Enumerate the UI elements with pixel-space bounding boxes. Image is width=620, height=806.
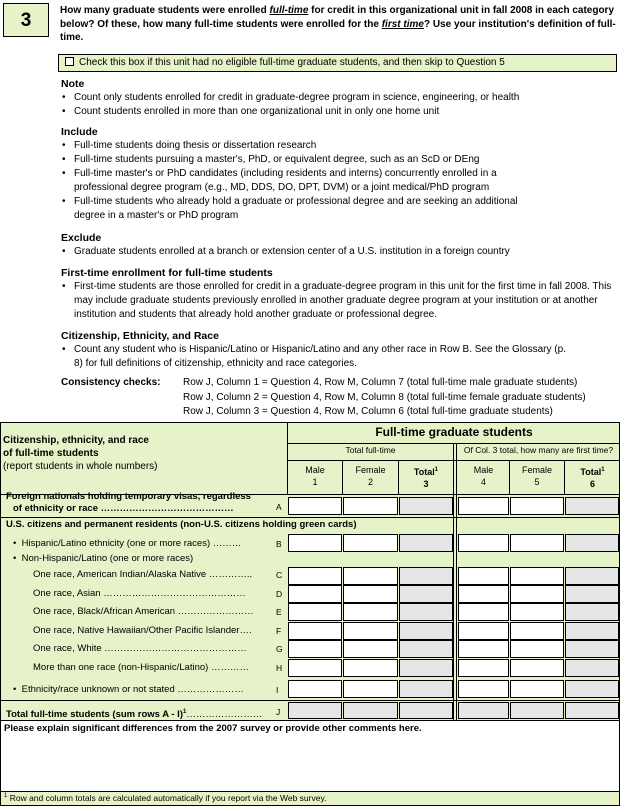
row-j-col-3-input (399, 702, 453, 719)
consistency-line: Row J, Column 1 = Question 4, Row M, Column 7 (total full-time male graduate students) (183, 377, 578, 388)
group-total-fulltime: Total full-time (345, 445, 396, 455)
row-j-col-6-input (565, 702, 619, 719)
row-f-col-3-input (399, 622, 453, 640)
col-header-2: Female 2 (355, 465, 386, 487)
note-item: • Count only students enrolled for credit in graduate-degree program in science, engineering, or health (61, 91, 619, 105)
row-b-label: • Hispanic/Latino ethnicity (one or more races) ……… (13, 538, 242, 549)
row-a-label: Foreign nationals holding temporary visas, regardless of ethnicity or race …………………………………… (6, 491, 251, 514)
row-j-letter: J (276, 707, 281, 717)
row-e-col-6-input (565, 603, 619, 621)
row-g-col-2-input[interactable] (343, 640, 398, 658)
first-time-title: First-time enrollment for full-time students (61, 267, 273, 279)
row-f-col-6-input (565, 622, 619, 640)
row-a-col-5-input[interactable] (510, 497, 564, 515)
us-citizens-label: U.S. citizens and permanent residents (non-U.S. citizens holding green cards) (6, 519, 357, 530)
row-i-letter: I (276, 685, 279, 695)
exclude-item: • Graduate students enrolled at a branch or extension center of a U.S. institution in a foreign country (61, 245, 619, 259)
row-j-col-2-input (343, 702, 398, 719)
row-f-label: One race, Native Hawaiian/Other Pacific Islander…. (33, 625, 252, 636)
row-h-col-4-input[interactable] (458, 659, 509, 677)
row-g-col-6-input (565, 640, 619, 658)
row-a-col-4-input[interactable] (458, 497, 509, 515)
row-d-col-4-input[interactable] (458, 585, 509, 603)
row-b-col-5-input[interactable] (510, 534, 564, 552)
header-left-line2: of full-time students (3, 448, 99, 459)
row-e-label: One race, Black/African American …………………… (33, 606, 254, 617)
citizenship-item: • Count any student who is Hispanic/Latino or Hispanic/Latino and any other race in Row B. See the Glossary (p. 8) for full definitions of citizenship, ethnicity and race categories. (61, 343, 571, 371)
col-header-3: Total$^1$ 3 (413, 467, 439, 489)
include-item: • Full-time students doing thesis or dissertation research (61, 139, 619, 153)
row-c-col-3-input (399, 567, 453, 585)
row-i-col-6-input (565, 680, 619, 698)
row-h-label: More than one race (non-Hispanic/Latino) ………… (33, 662, 249, 673)
row-c-col-5-input[interactable] (510, 567, 564, 585)
note-section (61, 77, 619, 119)
row-g-label: One race, White ……………………………………… (33, 643, 247, 654)
note-item: • Count students enrolled in more than one organizational unit in only one home unit (61, 105, 619, 119)
row-j-col-4-input (458, 702, 509, 719)
main-header: Full-time graduate students (375, 425, 533, 439)
row-j-col-1-input (288, 702, 342, 719)
row-c-label: One race, American Indian/Alaska Native ………….. (33, 569, 253, 580)
row-d-letter: D (276, 589, 283, 599)
row-a-col-3-input (399, 497, 453, 515)
first-time-item: • First-time students are those enrolled for credit in a graduate-degree program in this unit for the first time in fall 2008. This may include graduate students previously enrolled in another graduate degree program at your institution or at another institution and students that already hold another graduate or professional degree. (61, 280, 619, 322)
row-e-letter: E (276, 607, 282, 617)
citizenship-section (61, 329, 619, 371)
row-i-label: • Ethnicity/race unknown or not stated ………………… (13, 684, 244, 695)
row-h-col-1-input[interactable] (288, 659, 342, 677)
row-b-col-4-input[interactable] (458, 534, 509, 552)
header-left (3, 434, 158, 473)
row-e-col-4-input[interactable] (458, 603, 509, 621)
row-g-col-3-input (399, 640, 453, 658)
exclude-section (61, 231, 619, 259)
consistency-label: Consistency checks: (61, 377, 161, 388)
include-item: • Full-time master's or PhD candidates (including residents and interns) concurrently enrolled in a professional degree program (e.g., MD, DDS, DO, DPT, DVM) or a joint medical/PhD program (61, 167, 551, 195)
include-item: • Full-time students pursuing a master's, PhD, or equivalent degree, such as an ScD or DEng (61, 153, 619, 167)
row-b-col-6-input (565, 534, 619, 552)
enrollment-table (0, 422, 620, 806)
row-a-letter: A (276, 502, 282, 512)
row-d-label: One race, Asian ……………………………………… (33, 588, 246, 599)
question-number: 3 (3, 3, 49, 37)
row-c-col-4-input[interactable] (458, 567, 509, 585)
row-j-col-5-input (510, 702, 564, 719)
row-h-col-3-input (399, 659, 453, 677)
row-g-col-5-input[interactable] (510, 640, 564, 658)
citizenship-title: Citizenship, Ethnicity, and Race (61, 330, 219, 342)
row-a-col-6-input (565, 497, 619, 515)
row-d-col-2-input[interactable] (343, 585, 398, 603)
col-header-4: Male 4 (473, 465, 494, 487)
include-item: • Full-time students who already hold a graduate or professional degree and are seeking an additional degree in a master's or PhD program (61, 195, 531, 223)
comments-box[interactable] (0, 720, 620, 792)
row-d-col-5-input[interactable] (510, 585, 564, 603)
row-g-col-4-input[interactable] (458, 640, 509, 658)
col-header-6: Total$^1$ 6 (580, 467, 605, 489)
row-d-col-6-input (565, 585, 619, 603)
row-b-col-1-input[interactable] (288, 534, 342, 552)
exclude-title: Exclude (61, 232, 102, 244)
group-first-time: Of Col. 3 total, how many are first time? (463, 445, 614, 455)
comments-label: Please explain significant differences from the 2007 survey or provide other comments here. (4, 723, 422, 734)
question-text: How many graduate students were enrolled full-time for credit in this organizational unit in fall 2008 in each category below? Of these, how many full-time students were enrolled for the first time? Use your institution's definition of full-time. (60, 5, 616, 43)
row-h-col-2-input[interactable] (343, 659, 398, 677)
row-i-col-2-input[interactable] (343, 680, 398, 698)
row-b-col-3-input (399, 534, 453, 552)
row-e-col-2-input[interactable] (343, 603, 398, 621)
row-f-col-4-input[interactable] (458, 622, 509, 640)
first-time-section (61, 266, 619, 322)
header-left-line3: (report students in whole numbers) (3, 461, 158, 472)
row-f-col-1-input[interactable] (288, 622, 342, 640)
row-d-col-1-input[interactable] (288, 585, 342, 603)
include-section (61, 125, 619, 223)
col-header-5: Female 5 (521, 465, 552, 487)
footnote: $^1$ Row and column totals are calculated automatically if you report via the Web survey. (0, 791, 620, 806)
row-f-col-5-input[interactable] (510, 622, 564, 640)
col-header-1: Male 1 (305, 465, 325, 487)
row-h-letter: H (276, 663, 283, 673)
row-i-col-5-input[interactable] (510, 680, 564, 698)
row-b-letter: B (276, 539, 282, 549)
row-f-letter: F (276, 626, 282, 636)
row-e-col-5-input[interactable] (510, 603, 564, 621)
non-hispanic-label: • Non-Hispanic/Latino (one or more races) (13, 553, 194, 564)
row-e-col-3-input (399, 603, 453, 621)
include-title: Include (61, 126, 98, 138)
row-i-col-3-input (399, 680, 453, 698)
consistency-line: Row J, Column 3 = Question 4, Row M, Column 6 (total full-time graduate students) (183, 406, 553, 417)
row-f-col-2-input[interactable] (343, 622, 398, 640)
row-c-col-1-input[interactable] (288, 567, 342, 585)
no-students-label: Check this box if this unit had no eligible full-time graduate students, and then skip to Question 5 (79, 57, 505, 68)
header-left-line1: Citizenship, ethnicity, and race (3, 435, 149, 446)
row-h-col-6-input (565, 659, 619, 677)
consistency-line: Row J, Column 2 = Question 4, Row M, Column 8 (total full-time female graduate students) (183, 391, 586, 403)
row-c-col-6-input (565, 567, 619, 585)
row-g-letter: G (276, 644, 283, 654)
row-i-col-1-input[interactable] (288, 680, 342, 698)
note-title: Note (61, 78, 85, 90)
row-b-col-2-input[interactable] (343, 534, 398, 552)
row-i-col-4-input[interactable] (458, 680, 509, 698)
row-d-col-3-input (399, 585, 453, 603)
row-g-col-1-input[interactable] (288, 640, 342, 658)
row-e-col-1-input[interactable] (288, 603, 342, 621)
row-a-col-2-input[interactable] (343, 497, 398, 515)
no-students-checkbox[interactable] (65, 57, 74, 66)
row-c-col-2-input[interactable] (343, 567, 398, 585)
row-j-label: Total full-time students (sum rows A - I)$^1$…………………… (6, 709, 263, 721)
row-a-col-1-input[interactable] (288, 497, 342, 515)
row-c-letter: C (276, 570, 283, 580)
no-students-check-row[interactable] (58, 54, 617, 72)
row-h-col-5-input[interactable] (510, 659, 564, 677)
